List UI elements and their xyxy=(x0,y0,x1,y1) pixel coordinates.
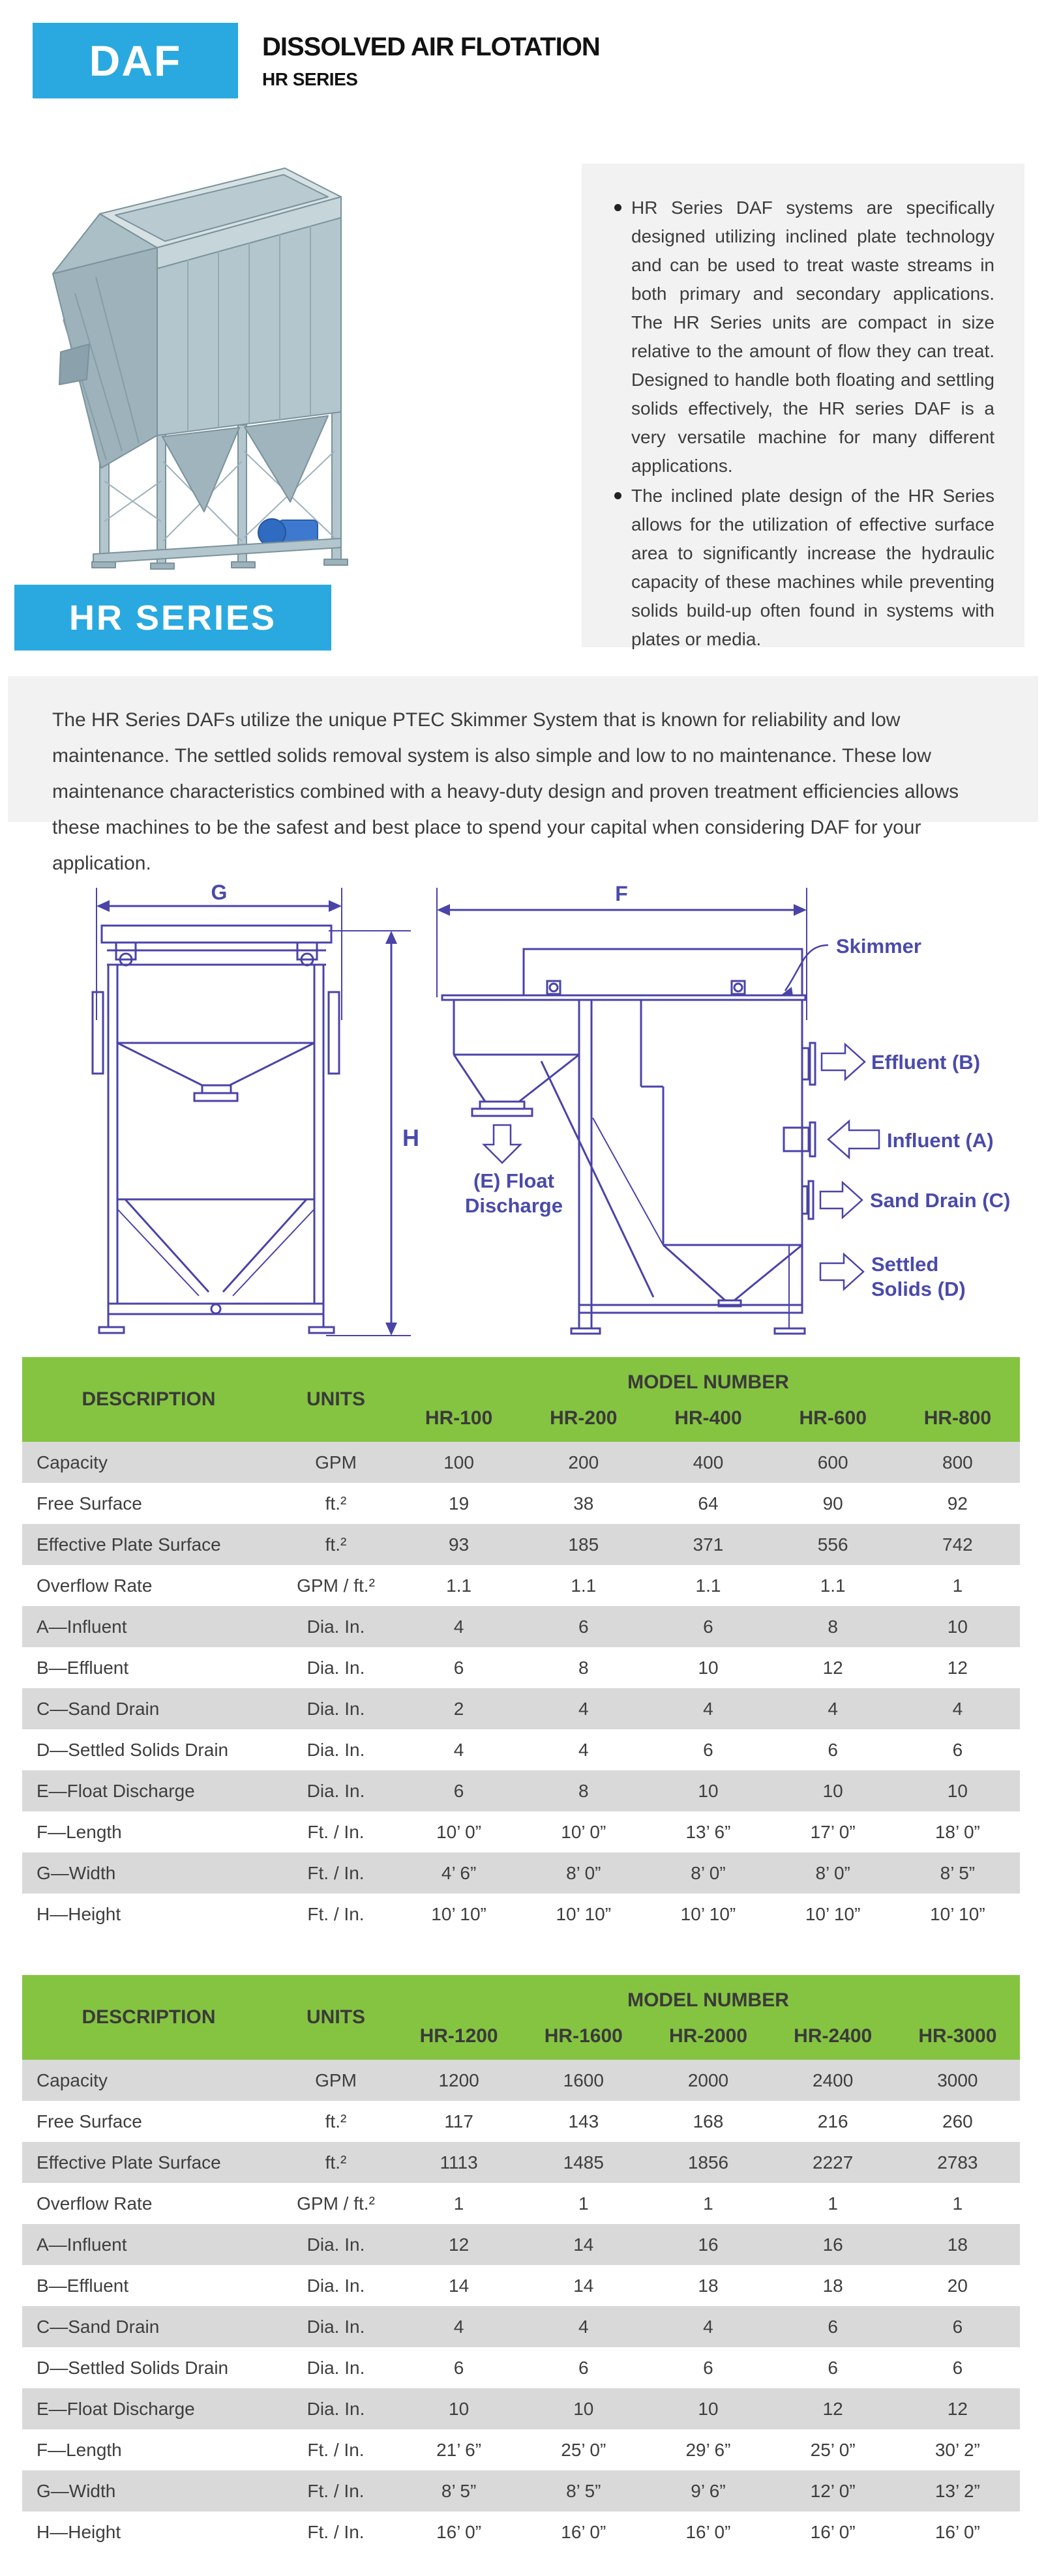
row-value: 25’ 0” xyxy=(810,2439,856,2460)
spec-table-header xyxy=(22,1975,1020,2060)
table-row xyxy=(22,1565,1020,1606)
row-value: 20 xyxy=(947,2275,968,2296)
spec-table-header xyxy=(22,1357,1020,1442)
col-header-model-number: MODEL NUMBER xyxy=(627,1371,789,1393)
row-value: 30’ 2” xyxy=(934,2439,980,2460)
row-value: 10’ 10” xyxy=(805,1903,861,1924)
row-value: 6 xyxy=(952,2357,963,2378)
col-header-model: HR-3000 xyxy=(918,2025,997,2047)
row-units: Ft. / In. xyxy=(307,2480,365,2501)
row-value: 8 xyxy=(578,1657,589,1678)
row-value: 18’ 0” xyxy=(934,1821,980,1842)
row-value: 2783 xyxy=(937,2152,978,2173)
col-header-model: HR-200 xyxy=(550,1407,618,1429)
skimmer-label: Skimmer xyxy=(836,935,921,958)
row-value: 10’ 10” xyxy=(556,1903,612,1924)
table-row xyxy=(22,1688,1020,1729)
table-row xyxy=(22,2101,1020,2142)
spec-table-large-models xyxy=(22,1975,1020,2553)
row-value: 600 xyxy=(817,1452,848,1472)
row-value: 8’ 5” xyxy=(441,2480,477,2501)
row-value: 92 xyxy=(947,1493,968,1514)
row-value: 371 xyxy=(693,1534,724,1555)
row-value: 800 xyxy=(942,1452,973,1472)
row-units: Dia. In. xyxy=(306,1698,365,1719)
table-row xyxy=(22,2306,1020,2347)
row-units: Dia. In. xyxy=(306,2316,365,2337)
row-units: Dia. In. xyxy=(306,2357,365,2378)
row-units: GPM / ft.² xyxy=(297,1575,375,1596)
table-row xyxy=(22,1811,1020,1852)
row-value: 10 xyxy=(573,2398,594,2419)
row-value: 185 xyxy=(568,1534,599,1555)
row-description: A—Influent xyxy=(37,1616,127,1637)
row-value: 1.1 xyxy=(820,1575,846,1596)
row-description: Effective Plate Surface xyxy=(37,1534,221,1555)
table-row xyxy=(22,1524,1020,1565)
row-value: 8 xyxy=(828,1616,838,1637)
table-row xyxy=(22,2388,1020,2429)
row-value: 9’ 6” xyxy=(691,2480,726,2501)
row-value: 2 xyxy=(453,1698,464,1719)
table-row xyxy=(22,1894,1020,1935)
row-value: 1.1 xyxy=(695,1575,721,1596)
intro-panel xyxy=(582,164,1024,647)
row-value: 6 xyxy=(703,2357,713,2378)
row-units: Dia. In. xyxy=(306,1780,365,1801)
dim-f-label: F xyxy=(615,882,628,905)
row-value: 8 xyxy=(578,1780,589,1801)
row-value: 17’ 0” xyxy=(810,1821,856,1842)
series-banner xyxy=(14,585,331,651)
row-value: 6 xyxy=(828,2316,838,2337)
table-row xyxy=(22,2347,1020,2388)
product-photo xyxy=(23,156,349,583)
page-title: DISSOLVED AIR FLOTATION xyxy=(262,33,600,61)
row-value: 18 xyxy=(822,2275,843,2296)
col-header-units: UNITS xyxy=(306,2006,365,2028)
row-value: 2227 xyxy=(813,2152,854,2173)
table-row xyxy=(22,2224,1020,2265)
row-value: 13’ 6” xyxy=(685,1821,731,1842)
row-value: 6 xyxy=(453,2357,464,2378)
table-row xyxy=(22,2265,1020,2306)
row-value: 16 xyxy=(822,2234,843,2255)
page-subtitle: HR SERIES xyxy=(262,69,358,89)
row-value: 1113 xyxy=(440,2152,478,2173)
row-value: 1 xyxy=(952,1575,963,1596)
row-units: Dia. In. xyxy=(306,1657,365,1678)
row-units: Dia. In. xyxy=(306,1616,365,1637)
col-header-model: HR-1200 xyxy=(419,2025,498,2047)
row-value: 1485 xyxy=(563,2152,604,2173)
row-value: 10 xyxy=(449,2398,470,2419)
row-value: 10 xyxy=(947,1780,968,1801)
row-value: 93 xyxy=(449,1534,470,1555)
row-description: B—Effluent xyxy=(37,2275,129,2296)
row-value: 8’ 0” xyxy=(566,1862,601,1883)
row-value: 400 xyxy=(693,1452,724,1472)
row-value: 6 xyxy=(453,1780,464,1801)
row-units: GPM xyxy=(315,2070,357,2090)
row-description: B—Effluent xyxy=(37,1657,129,1678)
row-value: 260 xyxy=(942,2111,973,2131)
row-value: 10’ 10” xyxy=(930,1903,985,1924)
settled-solids-label-2: Solids (D) xyxy=(871,1278,966,1300)
row-value: 4 xyxy=(578,1739,589,1760)
row-value: 14 xyxy=(449,2275,470,2296)
row-description: Overflow Rate xyxy=(37,1575,153,1596)
effluent-label: Effluent (B) xyxy=(871,1051,981,1074)
row-value: 6 xyxy=(453,1657,464,1678)
row-value: 6 xyxy=(952,1739,963,1760)
row-description: C—Sand Drain xyxy=(37,2316,160,2337)
row-value: 4’ 6” xyxy=(441,1862,477,1883)
dim-h-label: H xyxy=(402,1124,419,1151)
row-description: Free Surface xyxy=(37,1493,142,1514)
row-value: 200 xyxy=(568,1452,599,1472)
float-discharge-label-1: (E) Float xyxy=(473,1169,554,1192)
row-units: Ft. / In. xyxy=(307,2521,365,2542)
row-value: 10 xyxy=(822,1780,843,1801)
row-description: C—Sand Drain xyxy=(37,1698,160,1719)
row-value: 4 xyxy=(453,1739,464,1760)
dim-g-label: G xyxy=(211,881,228,904)
row-units: Ft. / In. xyxy=(307,1862,365,1883)
row-value: 1 xyxy=(453,2193,464,2214)
row-value: 12 xyxy=(449,2234,470,2255)
col-header-description: DESCRIPTION xyxy=(82,1388,216,1410)
row-value: 19 xyxy=(449,1493,470,1514)
row-value: 16 xyxy=(698,2234,719,2255)
row-value: 4 xyxy=(453,2316,464,2337)
row-value: 18 xyxy=(698,2275,719,2296)
bullet-text: HR Series DAF systems are specifically designed utilizing inclined plate technology and can be used to treat waste streams in both primary and secondary applications. The HR Series units are compact in size relative to the amount of flow they can treat. Designed to handle both floating and settling solids effectively, the HR series DAF is a very versatile machine for many different applications. xyxy=(631,198,994,476)
row-value: 29’ 6” xyxy=(685,2439,731,2460)
overview-panel xyxy=(8,676,1038,874)
table-row xyxy=(22,1442,1020,1483)
row-value: 64 xyxy=(698,1493,719,1514)
row-value: 10 xyxy=(698,1780,719,1801)
row-units: Dia. In. xyxy=(306,2234,365,2255)
row-value: 143 xyxy=(568,2111,599,2131)
row-value: 6 xyxy=(703,1616,713,1637)
table-row xyxy=(22,1483,1020,1524)
row-value: 1 xyxy=(703,2193,713,2214)
sand-drain-label: Sand Drain (C) xyxy=(870,1189,1011,1212)
row-value: 10 xyxy=(698,1657,719,1678)
row-value: 1 xyxy=(578,2193,589,2214)
row-value: 38 xyxy=(573,1493,594,1514)
row-value: 4 xyxy=(703,1698,713,1719)
row-value: 2400 xyxy=(813,2070,854,2090)
row-description: F—Length xyxy=(37,2439,122,2460)
row-value: 16’ 0” xyxy=(685,2521,731,2542)
series-banner-label: HR SERIES xyxy=(68,598,277,637)
row-value: 14 xyxy=(573,2275,594,2296)
row-value: 6 xyxy=(828,2357,838,2378)
row-units: Ft. / In. xyxy=(307,1903,365,1924)
row-description: D—Settled Solids Drain xyxy=(37,2357,229,2378)
row-value: 90 xyxy=(822,1493,843,1514)
row-value: 18 xyxy=(947,2234,968,2255)
table-row xyxy=(22,2470,1020,2511)
row-units: Dia. In. xyxy=(306,1739,365,1760)
row-value: 1.1 xyxy=(571,1575,597,1596)
row-value: 4 xyxy=(453,1616,464,1637)
row-value: 168 xyxy=(693,2111,724,2131)
row-value: 4 xyxy=(952,1698,963,1719)
row-value: 742 xyxy=(942,1534,973,1555)
table-row xyxy=(22,1770,1020,1811)
row-value: 6 xyxy=(952,2316,963,2337)
row-value: 117 xyxy=(444,2111,473,2131)
influent-label: Influent (A) xyxy=(887,1129,994,1152)
settled-solids-label-1: Settled xyxy=(871,1253,939,1276)
row-value: 6 xyxy=(828,1739,838,1760)
float-discharge-label-2: Discharge xyxy=(465,1194,563,1217)
row-value: 10’ 10” xyxy=(680,1903,736,1924)
row-value: 12 xyxy=(822,1657,843,1678)
row-value: 6 xyxy=(703,1739,713,1760)
row-units: Ft. / In. xyxy=(307,2439,365,2460)
row-units: ft.² xyxy=(325,2111,347,2131)
row-value: 12’ 0” xyxy=(810,2480,856,2501)
bullet-text: The inclined plate design of the HR Series allows for the utilization of effective surface area to significantly increase the hydraulic capacity of these machines while preventing solids build-up often found in systems with plates or media. xyxy=(631,486,994,649)
row-value: 13’ 2” xyxy=(934,2480,980,2501)
row-value: 1600 xyxy=(563,2070,604,2090)
row-units: Dia. In. xyxy=(306,2275,365,2296)
row-description: E—Float Discharge xyxy=(37,2398,195,2419)
bullet-icon xyxy=(614,204,621,211)
list-item xyxy=(614,194,994,480)
row-value: 10 xyxy=(698,2398,719,2419)
spec-table-small-models xyxy=(22,1357,1020,1935)
table-row xyxy=(22,2142,1020,2183)
table-row xyxy=(22,2429,1020,2470)
daf-logo xyxy=(33,23,238,98)
row-value: 556 xyxy=(817,1534,848,1555)
table-row xyxy=(22,1729,1020,1770)
row-description: A—Influent xyxy=(37,2234,127,2255)
table-row xyxy=(22,1647,1020,1688)
row-units: ft.² xyxy=(325,1493,347,1514)
row-description: F—Length xyxy=(37,1821,122,1842)
row-value: 216 xyxy=(817,2111,848,2131)
row-value: 8’ 5” xyxy=(940,1862,976,1883)
row-value: 14 xyxy=(573,2234,594,2255)
row-description: Capacity xyxy=(37,2070,108,2090)
row-units: Dia. In. xyxy=(306,2398,365,2419)
row-value: 6 xyxy=(578,1616,589,1637)
row-value: 16’ 0” xyxy=(934,2521,980,2542)
row-description: H—Height xyxy=(37,1903,121,1924)
row-description: G—Width xyxy=(37,2480,116,2501)
row-units: GPM xyxy=(315,1452,357,1472)
row-value: 6 xyxy=(578,2357,589,2378)
dimension-diagram xyxy=(85,880,1037,1349)
row-value: 12 xyxy=(947,2398,968,2419)
row-value: 10’ 0” xyxy=(561,1821,606,1842)
row-value: 1200 xyxy=(438,2070,479,2090)
row-units: ft.² xyxy=(325,2152,347,2173)
row-value: 4 xyxy=(578,2316,589,2337)
bullet-icon xyxy=(614,492,621,499)
row-description: G—Width xyxy=(37,1862,116,1883)
daf-logo-text: DAF xyxy=(89,37,182,85)
row-description: D—Settled Solids Drain xyxy=(37,1739,229,1760)
col-header-model: HR-800 xyxy=(923,1407,992,1429)
col-header-model: HR-2000 xyxy=(668,2025,748,2047)
row-value: 1.1 xyxy=(446,1575,472,1596)
row-value: 8’ 0” xyxy=(815,1862,850,1883)
row-value: 100 xyxy=(443,1452,474,1472)
col-header-model: HR-600 xyxy=(799,1407,867,1429)
row-value: 8’ 0” xyxy=(691,1862,726,1883)
row-value: 12 xyxy=(947,1657,968,1678)
col-header-model: HR-100 xyxy=(425,1407,493,1429)
row-value: 3000 xyxy=(937,2070,978,2090)
row-value: 2000 xyxy=(687,2070,729,2090)
row-units: Ft. / In. xyxy=(307,1821,365,1842)
row-units: ft.² xyxy=(325,1534,347,1555)
row-value: 1 xyxy=(828,2193,838,2214)
row-description: Capacity xyxy=(37,1452,108,1472)
row-description: Free Surface xyxy=(37,2111,142,2131)
table-row xyxy=(22,2511,1020,2553)
row-value: 10 xyxy=(947,1616,968,1637)
table-row xyxy=(22,1606,1020,1647)
col-header-model: HR-2400 xyxy=(794,2025,873,2047)
row-description: Overflow Rate xyxy=(37,2193,153,2214)
table-row xyxy=(22,1852,1020,1894)
col-header-description: DESCRIPTION xyxy=(82,2006,216,2028)
row-value: 21’ 6” xyxy=(436,2439,482,2460)
overview-text: The HR Series DAFs utilize the unique PTEC Skimmer System that is known for reliability and low maintenance. The settled solids removal system is also simple and low to no maintenance. These low maintenance characteristics combined with a heavy-duty design and proven treatment efficiencies allows these machines to be the safest and best place to spend your capital when considering DAF for your application. xyxy=(52,709,959,874)
row-value: 1 xyxy=(952,2193,963,2214)
col-header-model: HR-400 xyxy=(674,1407,742,1429)
row-value: 16’ 0” xyxy=(561,2521,606,2542)
table-row xyxy=(22,2060,1020,2101)
row-value: 4 xyxy=(828,1698,838,1719)
row-description: Effective Plate Surface xyxy=(37,2152,221,2173)
row-value: 25’ 0” xyxy=(561,2439,606,2460)
col-header-model-number: MODEL NUMBER xyxy=(627,1989,789,2011)
row-value: 8’ 5” xyxy=(566,2480,601,2501)
row-value: 4 xyxy=(703,2316,713,2337)
table-row xyxy=(22,2183,1020,2224)
list-item xyxy=(614,482,994,654)
row-value: 10’ 10” xyxy=(431,1903,486,1924)
row-description: E—Float Discharge xyxy=(37,1780,195,1801)
row-value: 10’ 0” xyxy=(436,1821,482,1842)
row-value: 4 xyxy=(578,1698,589,1719)
col-header-units: UNITS xyxy=(306,1388,365,1410)
row-value: 16’ 0” xyxy=(436,2521,482,2542)
col-header-model: HR-1600 xyxy=(544,2025,623,2047)
row-value: 12 xyxy=(822,2398,843,2419)
row-description: H—Height xyxy=(37,2521,121,2542)
row-value: 1856 xyxy=(687,2152,729,2173)
row-units: GPM / ft.² xyxy=(297,2193,375,2214)
row-value: 16’ 0” xyxy=(810,2521,856,2542)
